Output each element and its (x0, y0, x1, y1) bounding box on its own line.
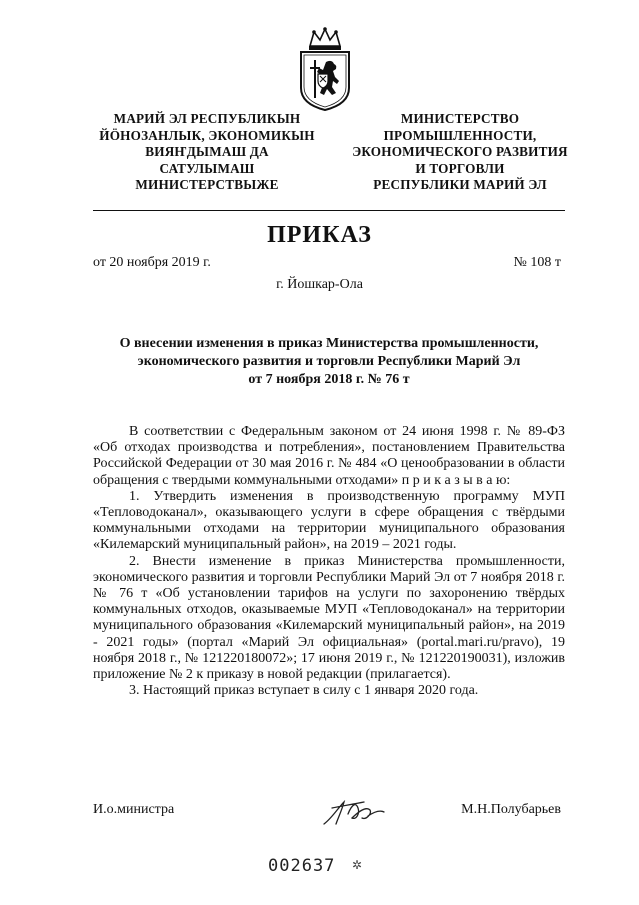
header-right-line: ЭКОНОМИЧЕСКОГО РАЗВИТИЯ (352, 144, 568, 159)
header-right-line: ПРОМЫШЛЕННОСТИ, (383, 127, 537, 143)
header-right-ministry-name (340, 111, 580, 194)
header-left-line: САТУЛЫМАШ (159, 160, 255, 176)
document-title: ПРИКАЗ (267, 222, 372, 248)
header-left-line: МАРИЙ ЭЛ РЕСПУБЛИКЫН (113, 111, 301, 126)
body-paragraph: 3. Настоящий приказ вступает в силу с 1 января 2020 года. (129, 683, 479, 699)
body-paragraph: В соответствии с Федеральным законом от 24 июня 1998 г. № 89-ФЗ «Об отходах производства и потребления», постановлением Правительства Российской Федерации от 30 мая 2016 г. № 484 «О ценообразовании в области обращения с твердыми коммунальными отходами» п р и к а з ы в а ю: (93, 424, 565, 488)
header-right-line: МИНИСТЕРСТВО (400, 111, 520, 126)
header-right-line: И ТОРГОВЛИ (415, 160, 505, 176)
body-paragraph: 1. Утвердить изменения в производственную программу МУП «Тепловодоканал», оказывающего услуги в сфере обращения с твёрдыми коммунальными отходами на территории муниципального образования «Килемарский муниципальный район», на 2019 – 2021 годы. (93, 488, 565, 553)
document-body (93, 424, 565, 699)
header-divider (93, 210, 565, 211)
header-left-line: МИНИСТЕРСТВЫЖЕ (135, 177, 279, 192)
header-left-ministry-name (92, 111, 322, 194)
header-right-line: РЕСПУБЛИКИ МАРИЙ ЭЛ (373, 177, 547, 192)
document-city: г. Йошкар-Ола (276, 277, 363, 292)
stamp-mark-icon: ✲ (352, 858, 363, 872)
serial-number: 002637 (268, 856, 336, 876)
subject-line: О внесении изменения в приказ Министерства промышленности, (119, 336, 539, 351)
header-left-line: ВИЯҤДЫМАШ ДА (145, 144, 269, 159)
signer-name: М.Н.Полубарьев (461, 802, 561, 817)
subject-line: экономического развития и торговли Республики Марий Эл (137, 354, 521, 369)
document-subject (93, 335, 565, 389)
handwritten-signature-icon (318, 794, 388, 830)
header-left-line: ЙÖНОЗАНЛЫК, ЭКОНОМИКЫН (99, 127, 315, 143)
body-paragraph: 2. Внести изменение в приказ Министерства промышленности, экономического развития и торговли Республики Марий Эл от 7 ноября 2018 г. № 76 т «Об установлении тарифов на услуги по захоронению твёрдых коммунальных отходов, оказываемые МУП «Тепловодоканал» на территории муниципального образования «Килемарский муниципальный район», на 2019 - 2021 годы» (портал «Марий Эл официальная» (portal.mari.ru/pravo), 19 ноября 2018 г., № 121220180072»; 17 июня 2019 г., № 121220190031), изложив приложение № 2 к приказу в новой редакции (прилагается). (93, 553, 565, 683)
subject-line: от 7 ноября 2018 г. № 76 т (248, 372, 410, 387)
document-date: от 20 ноября 2019 г. (93, 255, 211, 270)
document-number: № 108 т (513, 255, 561, 270)
signer-role: И.о.министра (93, 802, 175, 817)
coat-of-arms-icon (296, 26, 354, 112)
